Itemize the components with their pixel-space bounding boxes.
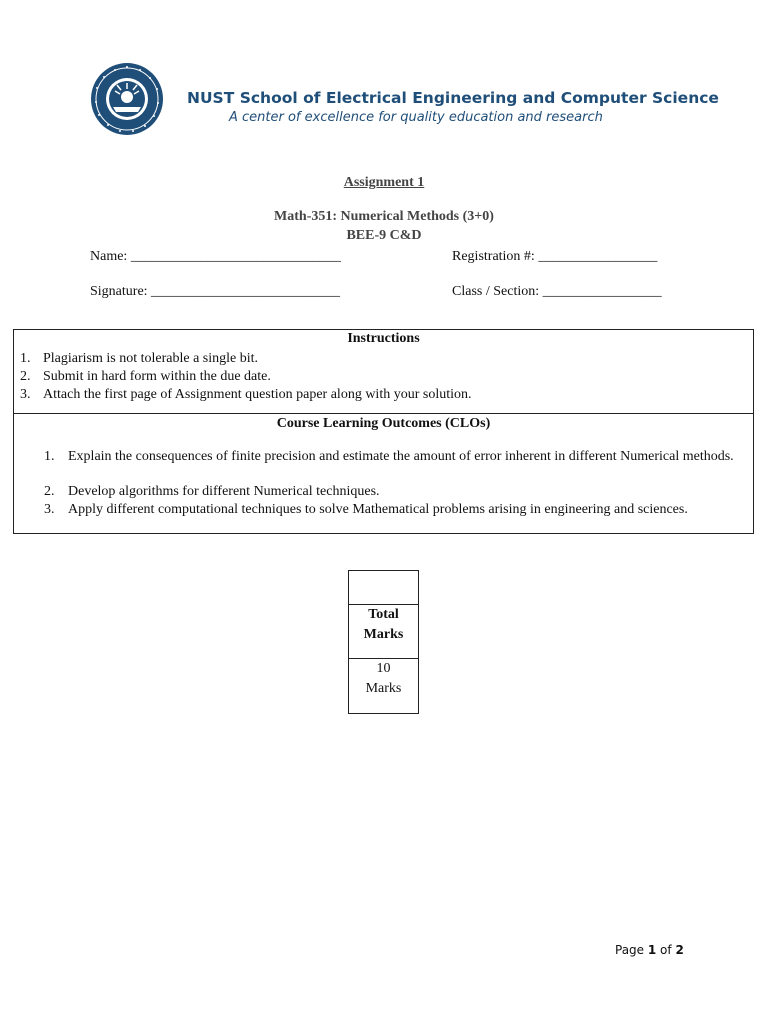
total-marks-label-line: Marks — [363, 627, 404, 642]
instruction-number: 1. — [20, 351, 31, 366]
page-total: 2 — [675, 943, 684, 957]
instruction-item — [20, 351, 258, 367]
marks-table — [348, 570, 419, 714]
clo-text: Apply different computational techniques to solve Mathematical problems arising in engineering and sciences. — [68, 502, 688, 517]
marks-value-unit: Marks — [365, 681, 402, 696]
instructions-box — [13, 329, 754, 534]
institution-name: NUST School of Electrical Engineering and Computer Science — [187, 89, 719, 107]
clo-text: Explain the consequences of finite precision and estimate the amount of error inherent in different Numerical methods. — [68, 449, 734, 464]
institution-tagline: A center of excellence for quality education and research — [229, 110, 603, 125]
clo-text: Develop algorithms for different Numerical techniques. — [68, 484, 380, 499]
instruction-number: 2. — [20, 369, 31, 384]
instructions-heading: Instructions — [347, 331, 420, 346]
page-number — [615, 943, 684, 957]
clo-heading: Course Learning Outcomes (CLOs) — [276, 416, 491, 431]
class-section-label: BEE-9 C&D — [346, 228, 422, 243]
class-section-field: Class / Section: _________________ — [452, 284, 662, 299]
instruction-text: Plagiarism is not tolerable a single bit. — [43, 351, 259, 366]
section-divider — [14, 413, 753, 414]
marks-value-number: 10 — [376, 661, 391, 676]
university-seal-logo — [88, 61, 166, 137]
clo-number: 1. — [44, 449, 55, 464]
registration-field: Registration #: _________________ — [452, 249, 658, 264]
page-current: 1 — [647, 943, 657, 957]
total-marks-label — [349, 605, 418, 645]
clo-item — [44, 483, 750, 501]
total-marks-label-line: Total — [368, 607, 399, 622]
clo-number: 3. — [44, 502, 55, 517]
instruction-item — [20, 387, 471, 403]
clo-number: 2. — [44, 484, 55, 499]
course-title: Math-351: Numerical Methods (3+0) — [274, 209, 494, 224]
clo-item — [44, 501, 750, 519]
name-field: Name: ______________________________ — [90, 249, 341, 264]
instruction-text: Submit in hard form within the due date. — [43, 369, 271, 384]
page-of: of — [656, 943, 676, 957]
signature-field: Signature: ___________________________ — [90, 284, 341, 299]
assignment-title: Assignment 1 — [343, 175, 425, 190]
marks-value — [349, 659, 418, 699]
instruction-number: 3. — [20, 387, 31, 402]
instruction-item — [20, 369, 271, 385]
clo-item — [44, 448, 750, 466]
instruction-text: Attach the first page of Assignment question paper along with your solution. — [43, 387, 472, 402]
page-prefix: Page — [615, 943, 648, 957]
